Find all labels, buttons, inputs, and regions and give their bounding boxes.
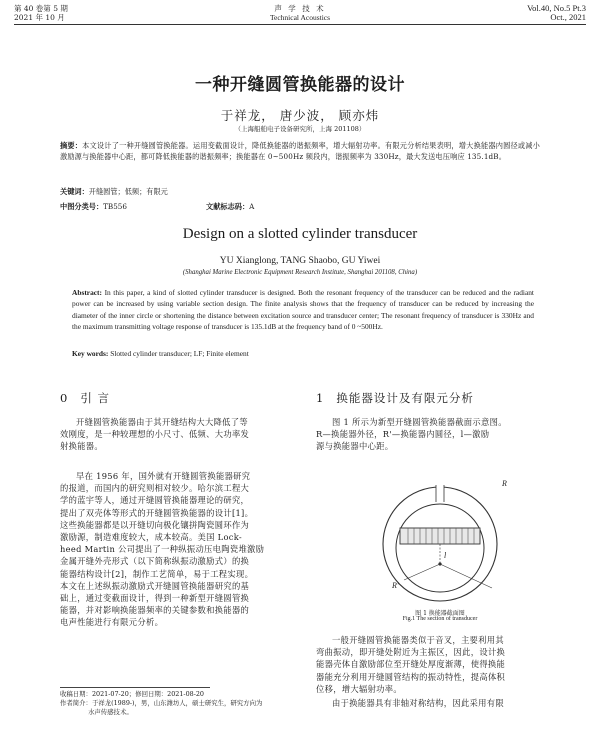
paper-title-cn: 一种开缝圆管换能器的设计 bbox=[195, 75, 405, 95]
authors-en: YU Xianglong, TANG Shaobo, GU Yiwei bbox=[219, 256, 381, 266]
abstract-en-label: Abstract: bbox=[72, 288, 102, 297]
abstract-cn-text: 本文设计了一种开缝圆管换能器。运用变截面设计，降低换能器的谐振频率，增大辐射功率。有限元分析结果表明，增大换能器内圆径或减小激励源与换能器中心距，都可降低换能器的谐振频率；换能器在 0~500Hz 频段内，谐振频率为 330Hz，最大发送电压响应 135.1dB。 bbox=[60, 141, 540, 162]
section-0-para-1 bbox=[60, 416, 300, 453]
keywords-en-label: Key words: bbox=[72, 349, 109, 358]
keywords-cn bbox=[60, 187, 168, 197]
doc-code-cn-value: A bbox=[249, 202, 255, 211]
section-1-number: 1 bbox=[316, 391, 325, 405]
para-line: 的报道，而国内的研究则相对较少。哈尔滨工程大 bbox=[60, 483, 250, 494]
section-0-heading bbox=[60, 390, 110, 406]
para-line: 学的蓝宇等人，通过开缝圆管换能器理论的研究， bbox=[60, 495, 250, 506]
para-line: 图 1 所示为新型开缝圆管换能器截面示意图。 bbox=[332, 417, 507, 427]
figure-1-caption-cn: 图 1 换能器截面图 bbox=[415, 610, 465, 617]
label-l: l bbox=[444, 551, 447, 560]
radius-rp-line bbox=[404, 564, 440, 580]
keywords-en bbox=[72, 349, 249, 359]
date-en: Oct., 2021 bbox=[550, 12, 586, 22]
label-r-prime: R' bbox=[392, 581, 399, 590]
classification-cn-value: TB556 bbox=[103, 202, 127, 211]
volume-issue: 第 40 卷第 5 期 bbox=[14, 4, 68, 13]
para-line: 础上，通过变截面设计，得到一种新型开缝圆管换 bbox=[60, 593, 250, 604]
para-line: 源与换能器中心距。 bbox=[316, 441, 394, 452]
affiliation-cn: （上海船舶电子设备研究所，上海 201108） bbox=[234, 125, 366, 133]
radius-r-line bbox=[440, 564, 492, 588]
affiliation-en: (Shanghai Marine Electronic Equipment Research Institute, Shanghai 201108, China) bbox=[182, 269, 418, 276]
footnote-author-bio-cont: 水声传感技术。 bbox=[88, 708, 133, 716]
classification-cn bbox=[60, 202, 127, 212]
classification-cn-label: 中图分类号： bbox=[60, 202, 104, 211]
para-line: 提出了双壳体等形式的开缝圆管换能器的设计[1]。 bbox=[60, 507, 254, 518]
journal-title-cn: 声 学 技 术 bbox=[274, 4, 326, 13]
doc-code-cn-label: 文献标志码： bbox=[206, 202, 250, 211]
para-line: R—换能器外径，R'—换能器内圆径，l—激励 bbox=[316, 429, 490, 440]
doc-code-cn bbox=[206, 202, 254, 212]
keywords-cn-label: 关键词： bbox=[60, 187, 89, 196]
section-1-heading bbox=[316, 390, 474, 406]
figure-1-caption-en: Fig.1 The section of transducer bbox=[402, 616, 478, 622]
para-line: 一般开缝圆管换能器类似于音叉，主要利用其 bbox=[332, 635, 504, 645]
para-line: 器能充分利用开缝圆管结构的振动特性，提高体积 bbox=[316, 671, 506, 682]
section-0-number: 0 bbox=[60, 391, 69, 405]
figure-1-transducer-section bbox=[352, 468, 528, 606]
authors-cn: 于祥龙， 唐少波， 顾亦炜 bbox=[220, 108, 380, 123]
section-1-para-2 bbox=[316, 634, 552, 695]
para-line: 能器壳体自激励部位至开缝处厚度渐薄，使得换能 bbox=[316, 659, 506, 670]
slot-gap bbox=[436, 484, 444, 502]
para-line: 能器，并对影响换能器频率的关键参数和换能器的 bbox=[60, 605, 250, 616]
para-line: 由于换能器具有非轴对称结构，因此采用有限 bbox=[332, 698, 504, 708]
abstract-en-text: In this paper, a kind of slotted cylinder transducer is designed. Both the resonant frequency of the transducer can be reduced and the radiant power can be increased by using variable section design. The finite analysis shows that the frequency of transducer can be reduced by increasing the diameter of the inner circle or shortening the distance between excitation source and transducer center; The resonant frequency of transducer is 330Hz and the maximum transmitting voltage response of transducer is 135.1dB at the frequency band of 0 ~500Hz. bbox=[72, 288, 534, 331]
keywords-en-text: Slotted cylinder transducer; LF; Finite element bbox=[110, 349, 249, 358]
para-line: 电声性能进行有限元分析。 bbox=[60, 617, 164, 628]
abstract-cn-label: 摘要： bbox=[60, 141, 83, 150]
section-0-para-2 bbox=[60, 470, 300, 629]
label-r: R bbox=[502, 479, 507, 488]
section-1-title: 换能器设计及有限元分析 bbox=[336, 391, 474, 405]
para-line: 开缝圆管换能器由于其开缝结构大大降低了等 bbox=[76, 417, 248, 427]
para-line: 金属开缝外壳形式（以下简称纵振动激励式）的换 bbox=[60, 556, 250, 567]
paper-title-en: Design on a slotted cylinder transducer bbox=[182, 226, 418, 242]
footnote-author-bio: 作者简介：于祥龙(1989-)，男，山东潍坊人，硕士研究生，研究方向为 bbox=[60, 699, 263, 707]
section-1-para-1 bbox=[316, 416, 552, 453]
para-line: 早在 1956 年，国外就有开缝圆管换能器研究 bbox=[76, 471, 251, 481]
para-line: 射换能器。 bbox=[60, 441, 103, 452]
para-line: 效刚度，是一种较理想的小尺寸、低频、大功率发 bbox=[60, 429, 250, 440]
para-line: 位移，增大辐射功率。 bbox=[316, 683, 402, 694]
footnote-received: 收稿日期：2021-07-20；修回日期：2021-08-20 bbox=[60, 690, 204, 698]
date-cn: 2021 年 10 月 bbox=[14, 13, 65, 22]
section-1-para-3 bbox=[316, 697, 552, 709]
footnote-rule bbox=[60, 687, 210, 688]
section-0-title: 引 言 bbox=[80, 391, 110, 405]
abstract-en bbox=[72, 287, 534, 332]
para-line: 弯曲振动，即开缝处附近为主振区，因此，设计换 bbox=[316, 647, 506, 658]
para-line: 这些换能器都是以开缝切向极化镶拼陶瓷圆环作为 bbox=[60, 519, 250, 530]
volume-en: Vol.40, No.5 Pt.3 bbox=[527, 3, 586, 13]
header-rule bbox=[14, 24, 586, 25]
para-line: heed Martin 公司提出了一种纵振动压电陶瓷堆激励 bbox=[60, 544, 265, 555]
abstract-cn bbox=[60, 140, 540, 162]
journal-title-en: Technical Acoustics bbox=[269, 13, 331, 22]
para-line: 激励源，制造难度较大，成本较高。美国 Lock- bbox=[60, 532, 243, 543]
keywords-cn-text: 开缝圆管；低频；有限元 bbox=[88, 187, 168, 196]
para-line: 能器结构设计[2]，制作工艺简单，易于工程实现。 bbox=[60, 568, 254, 579]
para-line: 本文在上述纵振动激励式开缝圆管换能器研究的基 bbox=[60, 580, 250, 591]
